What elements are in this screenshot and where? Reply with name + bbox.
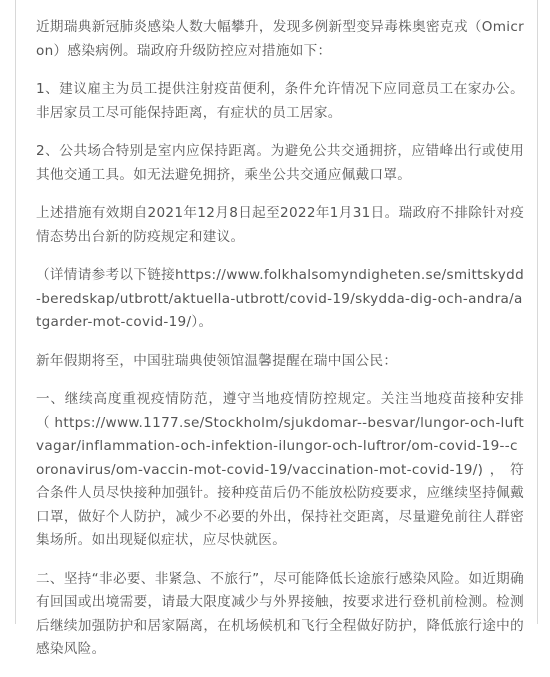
right-border (537, 0, 538, 624)
reference-link-paragraph: （详情请参考以下链接https://www.folkhalsomyndigheten.se/smittskydd-beredskap/utbrott/aktuella-utbrott/covid-19/skydda-dig-och-andra/atgarder-mot-covid-19/）。 (36, 267, 524, 330)
article-body (36, 16, 524, 677)
measure-2-paragraph: 2、公共场合特别是室内应保持距离。为避免公共交通拥挤，应错峰出行或使用其他交通工具。如无法避免拥挤，乘坐公共交通应佩戴口罩。 (36, 143, 524, 183)
intro-paragraph: 近期瑞典新冠肺炎感染人数大幅攀升，发现多例新型变异毒株奥密克戎（Omicron）感染病例。瑞政府升级防控应对措施如下： (36, 19, 524, 59)
reminder-heading-paragraph: 新年假期将至，中国驻瑞典使领馆温馨提醒在瑞中国公民： (36, 352, 398, 369)
advice-2-paragraph: 二、坚持“非必要、非紧急、不旅行”，尽可能降低长途旅行感染风险。如近期确有回国或出境需要，请最大限度减少与外界接触，按要求进行登机前检测。检测后继续加强防护和居家隔离，在机场候机和飞行全程做好防护，降低旅行途中的感染风险。 (36, 570, 524, 657)
advice-1-paragraph: 一、继续高度重视疫情防范，遵守当地疫情防控规定。关注当地疫苗接种安排（https://www.1177.se/Stockholm/sjukdomar--besvar/lungor-och-luftvagar/inflammation-och-infektion-ilungor-och-luftror/om-covid-19--coronavirus/om-vaccin-mot-covid-19/vaccination-mot-covid-19/)，符合条件人员尽快接种加强针。接种疫苗后仍不能放松防疫要求，应继续坚持佩戴口罩，做好个人防护，减少不必要的外出，保持社交距离，尽量避免前往人群密集场所。如出现疑似症状，应尽快就医。 (36, 391, 524, 548)
validity-paragraph: 上述措施有效期自2021年12月8日起至2022年1月31日。瑞政府不排除针对疫情态势出台新的防疫规定和建议。 (36, 205, 524, 245)
measure-1-paragraph: 1、建议雇主为员工提供注射疫苗便利，条件允许情况下应同意员工在家办公。非居家员工尽可能保持距离，有症状的员工居家。 (36, 81, 524, 121)
left-border (15, 0, 16, 624)
